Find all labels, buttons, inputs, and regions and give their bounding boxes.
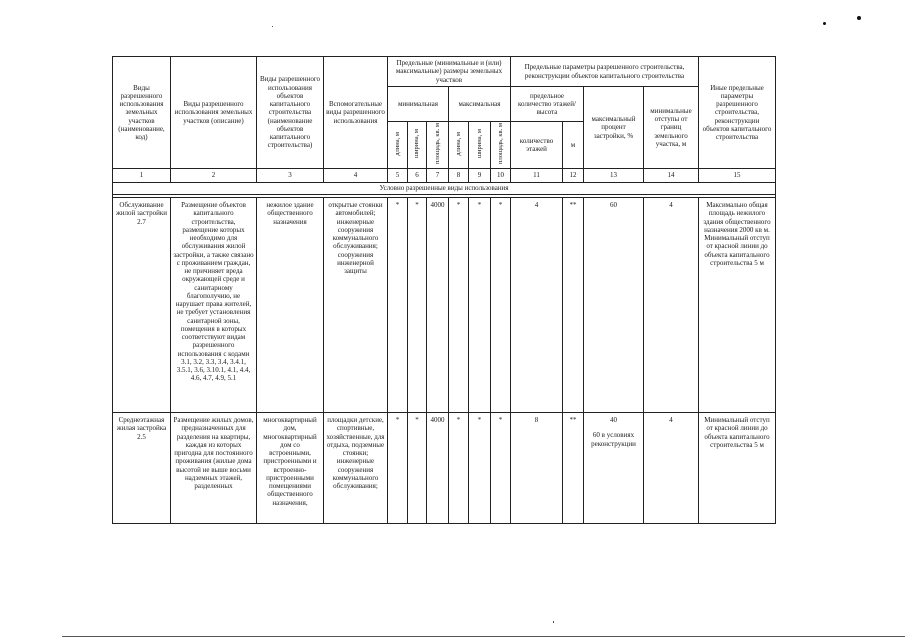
scan-dot — [553, 621, 554, 623]
column-number: 13 — [584, 169, 644, 183]
table-row — [113, 413, 776, 524]
land-use-name: Обслуживание жилой застройки 2.7 — [113, 198, 171, 413]
column-number: 10 — [491, 169, 511, 183]
header-min-length: длина, м — [388, 122, 408, 169]
max-length: * — [449, 198, 469, 413]
header-other: Иные предельные параметры разрешенного строительства, реконструкции объектов капитального строительства — [699, 57, 776, 169]
header-col3: Виды разрешенного использования объектов капитального строительства (наименование объектов капитального строительства) — [257, 57, 324, 169]
min-setback: 4 — [644, 413, 699, 524]
header-floors-group: предельное количество этажей/высота — [511, 87, 584, 122]
section-title: Условно разрешенные виды использования — [113, 183, 776, 195]
max-width: * — [469, 413, 491, 524]
header-max-width: ширина, м — [469, 122, 491, 169]
max-length: * — [449, 413, 469, 524]
min-area: 4000 — [427, 413, 449, 524]
building-type: многоквартирный дом, многоквартирный дом со встроенными, пристроенными и встроенно-пристроенными помещениями общественного назначения, — [257, 413, 324, 524]
header-col1: Виды разрешенного использования земельных участков (наименование, код) — [113, 57, 171, 169]
header-land-group: Предельные (минимальные и (или) максимальные) размеры земельных участков — [388, 57, 511, 87]
column-number: 4 — [324, 169, 388, 183]
height-m: ** — [563, 198, 584, 413]
min-length: * — [388, 198, 408, 413]
building-type: нежилое здание общественного назначения — [257, 198, 324, 413]
column-number: 15 — [699, 169, 776, 183]
header-min-width: ширина, м — [408, 122, 427, 169]
min-area: 4000 — [427, 198, 449, 413]
zoning-parameters-table — [112, 56, 776, 524]
column-number: 12 — [563, 169, 584, 183]
column-number: 2 — [171, 169, 257, 183]
column-number: 1 — [113, 169, 171, 183]
column-number: 9 — [469, 169, 491, 183]
page-bottom-rule — [62, 636, 905, 637]
column-number: 14 — [644, 169, 699, 183]
other-parameters: Минимальный отступ от красной линии до объекта капитального строительства 5 м — [699, 413, 776, 524]
header-min: минимальная — [388, 87, 449, 122]
scan-dot — [823, 22, 826, 25]
floor-count: 4 — [511, 198, 563, 413]
max-area: * — [491, 413, 511, 524]
min-setback: 4 — [644, 198, 699, 413]
other-parameter-area: Максимально общая площадь нежилого здания общественного назначения 2000 кв м. — [703, 201, 771, 234]
header-m: м — [563, 122, 584, 169]
column-number: 6 — [408, 169, 427, 183]
header-min-area: площадь, кв. м — [427, 122, 449, 169]
max-coverage-pct: 60 — [584, 198, 644, 413]
max-coverage-pct — [584, 413, 644, 524]
floor-count: 8 — [511, 413, 563, 524]
scan-dot — [272, 26, 273, 27]
other-parameter-setback: Минимальный отступ от красной линии до объекта капитального строительства 5 м — [704, 234, 770, 267]
min-width: * — [408, 198, 427, 413]
max-area: * — [491, 198, 511, 413]
scan-dot — [857, 16, 861, 20]
column-number: 3 — [257, 169, 324, 183]
auxiliary-uses: открытые стоянки автомобилей; инженерные сооружения коммунального обслуживания; сооружения инженерной защиты — [324, 198, 388, 413]
header-max-length: длина, м — [449, 122, 469, 169]
max-width: * — [469, 198, 491, 413]
header-build-group: Предельные параметры разрешенного строительства, реконструкции объектов капитального строительства — [511, 57, 699, 87]
header-max-pct: максимальный процент застройки, % — [584, 87, 644, 169]
coverage-reconstruction: 60 в условиях реконструкции — [591, 431, 636, 448]
table-row — [113, 198, 776, 413]
land-use-name: Среднеэтажная жилая застройка 2.5 — [113, 413, 171, 524]
land-use-description: Размещение объектов капитального строительства, размещение которых необходимо для обслуживания жилой застройки, а также связано с проживанием граждан, не причиняет вреда окружающей среде и санитарному благополучию, не нарушает права жителей, не требует установления санитарной зоны, помещения в которых соответствуют видам разрешенного использования с кодами 3.1, 3.2, 3.3, 3.4, 3.4.1, 3.5.1, 3.6, 3.10.1, 4.1, 4.4, 4.6, 4.7, 4.9, 5.1 — [171, 198, 257, 413]
header-max: максимальная — [449, 87, 511, 122]
header-col4: Вспомогательные виды разрешенного использования — [324, 57, 388, 169]
min-width: * — [408, 413, 427, 524]
column-number: 5 — [388, 169, 408, 183]
header-setbacks: минимальные отступы от границ земельного участка, м — [644, 87, 699, 169]
column-number: 8 — [449, 169, 469, 183]
other-parameters — [699, 198, 776, 413]
coverage-value: 40 — [610, 416, 617, 424]
auxiliary-uses: площадки детские, спортивные, хозяйственные, для отдыха, подземные стоянки; инженерные сооружения коммунального обслуживания; — [324, 413, 388, 524]
min-length: * — [388, 413, 408, 524]
height-m: ** — [563, 413, 584, 524]
header-col2: Виды разрешенного использования земельных участков (описание) — [171, 57, 257, 169]
land-use-description: Размещение жилых домов, предназначенных для разделения на квартиры, каждая из которых пригодна для постоянного проживания (жилые дома высотой не выше восьми надземных этажей, разделенных — [171, 413, 257, 524]
column-number: 7 — [427, 169, 449, 183]
column-number: 11 — [511, 169, 563, 183]
header-max-area: площадь, кв. м — [491, 122, 511, 169]
header-floors: количество этажей — [511, 122, 563, 169]
